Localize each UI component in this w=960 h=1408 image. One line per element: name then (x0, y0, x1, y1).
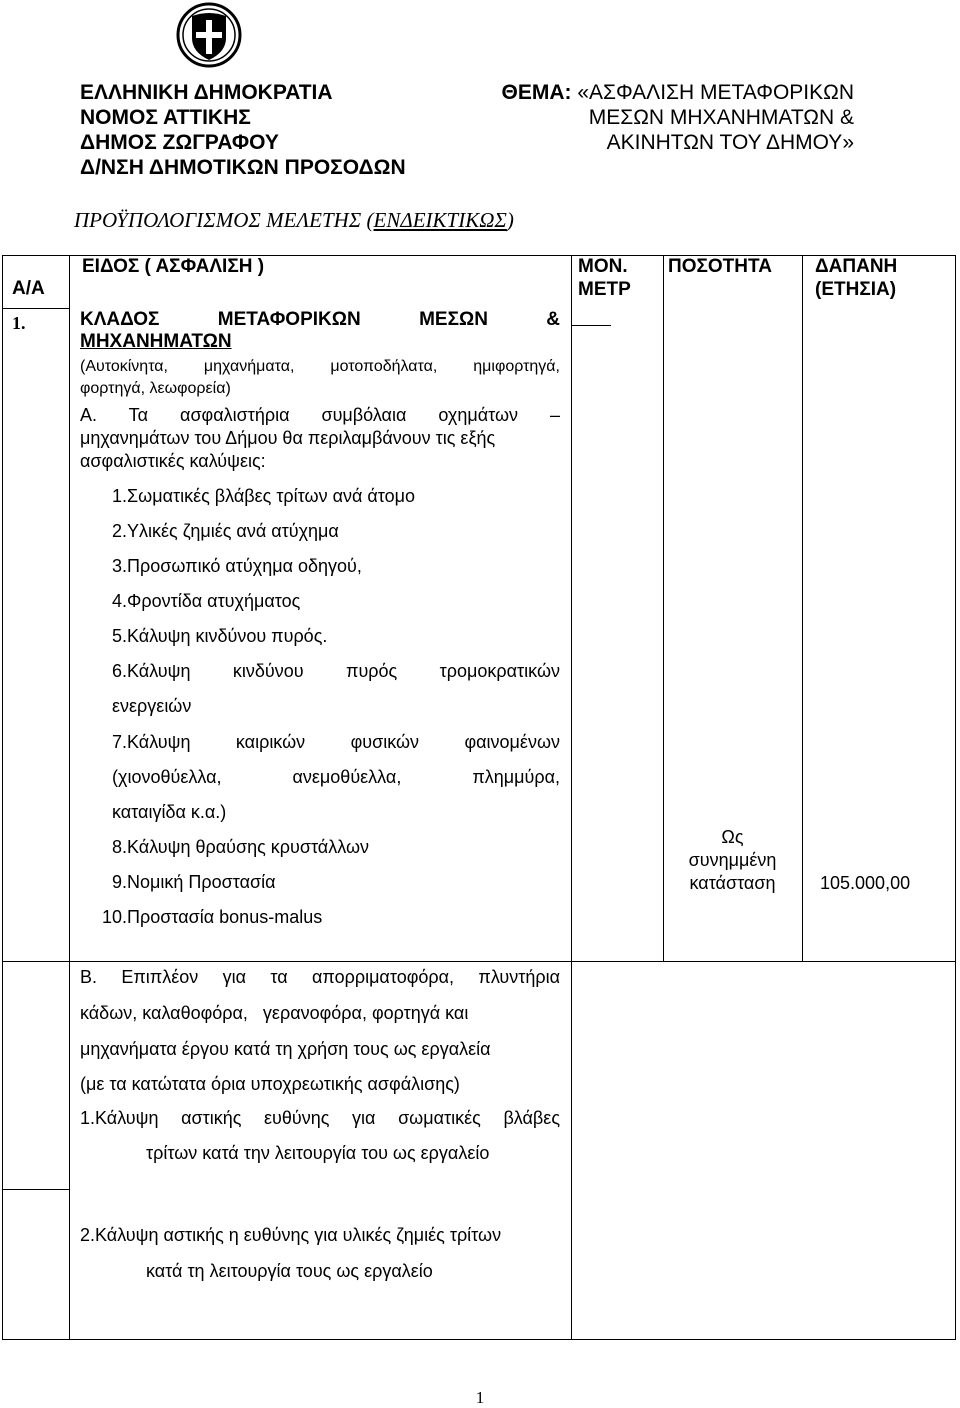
section-b-item: 2.Κάλυψη αστικής η ευθύνης για υλικές ζημιές τρίτων (80, 1225, 502, 1245)
subject-label: ΘΕΜΑ: (501, 81, 572, 104)
branch-title: ΚΛΑΔΟΣ ΜΕΤΑΦΟΡΙΚΩΝ ΜΕΣΩΝ & (80, 309, 560, 330)
coverage-item: 7.Κάλυψη καιρικών φυσικών φαινομένων (112, 732, 560, 752)
section-b-text: κάδων, καλαθοφόρα, γερανοφόρα, φορτηγά και (80, 1003, 469, 1023)
coverage-item: 1.Σωματικές βλάβες τρίτων ανά άτομο (112, 486, 416, 506)
column-header-quantity: ΠΟΣΟΤΗΤΑ (668, 256, 772, 277)
column-header-cost: ΔΑΠΑΝΗ (815, 256, 898, 277)
subject-line: «ΑΣΦΑΛΙΣΗ ΜΕΤΑΦΟΡΙΚΩΝ (577, 81, 854, 104)
row-divider (2, 961, 956, 962)
budget-title: ΠΡΟΫΠΟΛΟΓΙΣΜΟΣ ΜΕΛΕΤΗΣ (ΕΝΔΕΙΚΤΙΚΩΣ) (74, 208, 514, 232)
coverage-item: ενεργειών (112, 696, 192, 716)
coverage-item: 5.Κάλυψη κινδύνου πυρός. (112, 626, 328, 646)
coverage-item: καταιγίδα κ.α.) (112, 802, 227, 822)
column-header-unit: ΜΟΝ. (578, 256, 628, 277)
unit-underline (571, 325, 611, 326)
section-a-text: ασφαλιστικές καλύψεις: (80, 451, 266, 471)
column-divider (571, 255, 572, 1340)
coverage-item: 9.Νομική Προστασία (112, 872, 276, 892)
coverage-item: 8.Κάλυψη θραύσης κρυστάλλων (112, 837, 369, 857)
section-b-item: τρίτων κατά την λειτουργία του ως εργαλείο (146, 1143, 490, 1163)
column-header-unit: ΜΕΤΡ (578, 279, 631, 300)
issuer-line: ΝΟΜΟΣ ΑΤΤΙΚΗΣ (80, 106, 251, 129)
coverage-item: (χιονοθύελλα, ανεμοθύελλα, πλημμύρα, (112, 767, 560, 787)
greek-coat-of-arms-emblem (176, 2, 242, 68)
subject-line: ΑΚΙΝΗΤΩΝ ΤΟΥ ΔΗΜΟΥ» (606, 131, 854, 154)
issuer-line: Δ/ΝΣΗ ΔΗΜΟΤΙΚΩΝ ΠΡΟΣΟΔΩΝ (80, 156, 406, 179)
issuer-line: ΔΗΜΟΣ ΖΩΓΡΑΦΟΥ (80, 131, 279, 154)
page-number: 1 (475, 1388, 485, 1407)
quantity-value: Ως (721, 827, 744, 847)
cost-value: 105.000,00 (820, 873, 911, 893)
column-divider (69, 255, 70, 1340)
coverage-item: 6.Κάλυψη κινδύνου πυρός τρομοκρατικών (112, 661, 560, 681)
row-divider (2, 308, 69, 309)
section-a-text: μηχανημάτων του Δήμου θα περιλαμβάνουν τις εξής (80, 428, 496, 448)
section-b-item: 1.Κάλυψη αστικής ευθύνης για σωματικές βλάβες (80, 1108, 560, 1128)
column-header-aa: Α/Α (12, 278, 45, 299)
quantity-value: συνημμένη (688, 850, 777, 870)
coverage-item: 3.Προσωπικό ατύχημα οδηγού, (112, 556, 362, 576)
coverage-item: 2.Υλικές ζημιές ανά ατύχημα (112, 521, 339, 541)
section-b-text: μηχανήματα έργου κατά τη χρήση τους ως εργαλεία (80, 1039, 491, 1059)
subject-block (474, 80, 854, 155)
section-a-text: Α. Τα ασφαλιστήρια συμβόλαια οχημάτων – (80, 405, 560, 425)
issuer-line: ΕΛΛΗΝΙΚΗ ΔΗΜΟΚΡΑΤΙΑ (80, 81, 333, 104)
column-divider (802, 255, 803, 961)
budget-title-underlined: ΕΝΔΕΙΚΤΙΚΩΣ (373, 208, 507, 232)
vehicle-types: φορτηγά, λεωφορεία) (80, 380, 231, 397)
section-b-item: κατά τη λειτουργία τους ως εργαλείο (146, 1261, 433, 1281)
branch-title: ΜΗΧΑΝΗΜΑΤΩΝ (80, 331, 232, 352)
row-divider (2, 1189, 69, 1190)
subject-line: ΜΕΣΩΝ ΜΗΧΑΝΗΜΑΤΩΝ & (588, 106, 854, 129)
coverage-item: 4.Φροντίδα ατυχήματος (112, 591, 301, 611)
row-number: 1. (12, 313, 26, 333)
column-header-type: ΕΙΔΟΣ ( ΑΣΦΑΛΙΣΗ ) (82, 256, 265, 277)
quantity-value: κατάσταση (689, 873, 776, 893)
coverage-item: 10.Προστασία bonus-malus (102, 907, 323, 927)
issuer-block (80, 80, 406, 180)
section-b-text: Β. Επιπλέον για τα απορριματοφόρα, πλυντήρια (80, 967, 560, 987)
section-b-text: (με τα κατώτατα όρια υποχρεωτικής ασφάλισης) (80, 1074, 460, 1094)
vehicle-types: (Αυτοκίνητα, μηχανήματα, μοτοποδήλατα, ημιφορτηγά, (80, 358, 560, 375)
column-header-cost: (ΕΤΗΣΙΑ) (815, 279, 897, 300)
